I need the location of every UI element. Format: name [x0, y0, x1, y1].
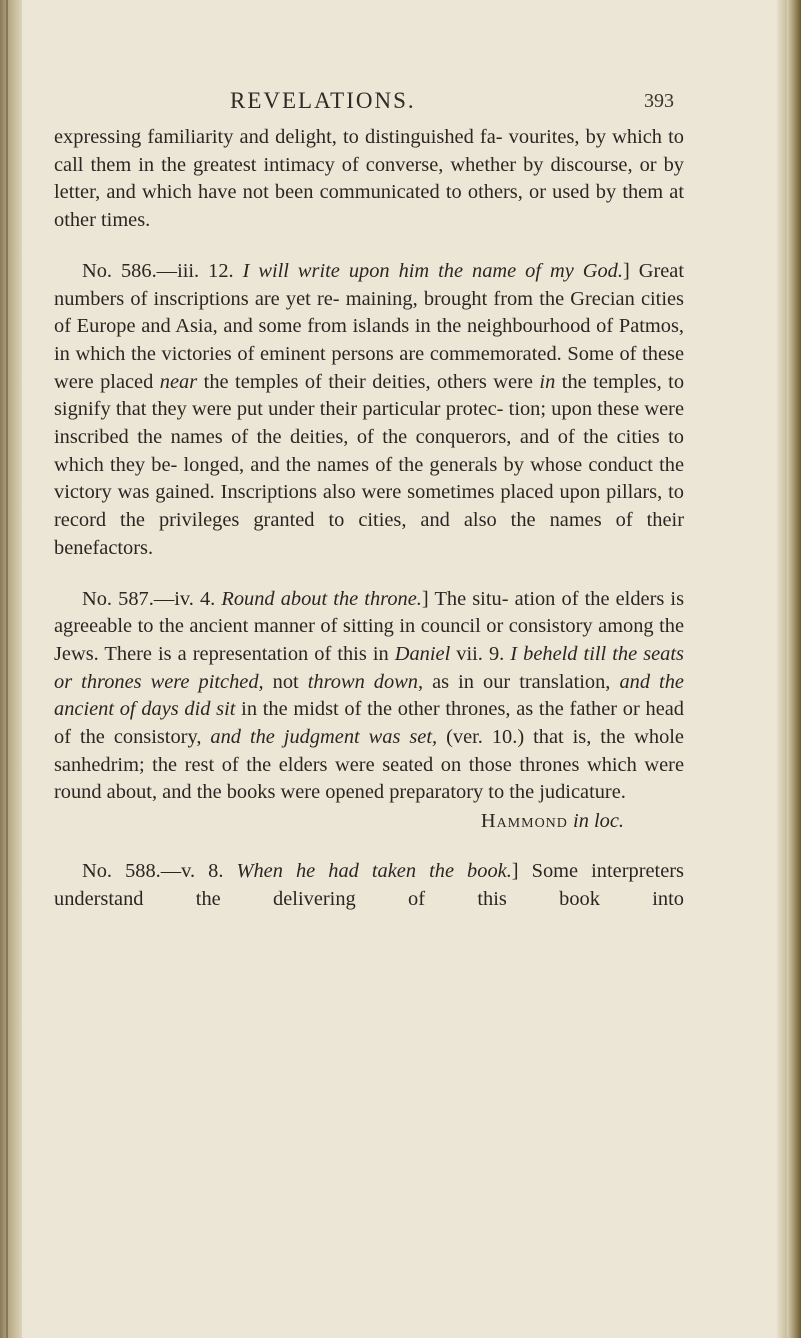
- page-edge-inner: [777, 0, 787, 1338]
- note-587-text-6: (ver. 10.) that is, the whole sanhedrim; the rest of the elders were seated on those thrones which were round about, and the books were opened preparatory to the judicature.: [54, 726, 684, 804]
- note-588: No. 588.—v. 8. When he had taken the book.] Some interpreters understand the delivering of this book into: [54, 860, 684, 910]
- note-588-lemma: When he had taken the book.: [236, 860, 512, 883]
- note-586-text-1: Great numbers of inscriptions are yet re- maining, brought from the Grecian cities of Europe and Asia, and some from islands in the neighbourhood of Patmos, in which the victories of eminent persons are commemorated. Some of these were placed: [54, 259, 685, 393]
- note-587-text-5: in the midst of the other thrones, as the father or head of the consistory,: [54, 698, 684, 749]
- note-587-attribution: [54, 807, 684, 835]
- binding-gutter: [0, 0, 22, 1338]
- note-587: No. 587.—iv. 4. Round about the throne.] The situ- ation of the elders is agreeable to the ancient manner of sitting in council or consistory among the Jews. There is a representation of this in Daniel vii. 9. I beheld till the seats or thrones were pitched, not thrown down, as in our translation, and the ancient of days did sit in the midst of the other thrones, as the father or head of the consistory, and the judgment was set, (ver. 10.) that is, the whole sanhedrim; the rest of the elders were seated on those thrones which were round about, and the books were opened preparatory to the judicature.: [54, 587, 685, 804]
- binding-shadow-line: [6, 0, 8, 1338]
- note-586-text-2: the temples of their deities, others were: [203, 370, 533, 393]
- note-587-quote-1: I beheld till the seats or thrones were pitched,: [54, 642, 684, 693]
- note-586-text-3: the temples, to signify that they were put under their particular protec- tion; upon these were inscribed the names of the deities, of the conquerors, and of the cities to which they be- longed, and the names of the generals by whose conduct the victory was gained. Inscriptions also were sometimes placed upon pillars, to record the privileges granted to cities, and also the names of their benefactors.: [54, 370, 685, 559]
- page-number: 393: [644, 90, 674, 112]
- note-587-daniel: Daniel: [394, 642, 451, 665]
- note-587-text-2: vii. 9.: [456, 642, 505, 665]
- note-586-emph-near: near: [159, 370, 198, 393]
- note-587-quote-4: and the judgment was set,: [210, 726, 438, 749]
- note-587-text-3: not: [272, 670, 299, 693]
- note-586-lemma: I will write upon him the name of my God.: [242, 259, 623, 282]
- book-page: [54, 88, 684, 914]
- note-587-lemma: Round about the throne.: [221, 587, 422, 610]
- note-587-ref: No. 587.—iv. 4.: [82, 587, 216, 610]
- note-586-ref: No. 586.—iii. 12.: [82, 259, 234, 282]
- note-587-quote-3: and the ancient of days did sit: [54, 670, 684, 721]
- page-edge-outer: [787, 0, 801, 1338]
- note-588-text-1: Some interpreters understand the delivering of this book into: [54, 860, 684, 910]
- note-586-emph-in: in: [539, 370, 556, 393]
- continuation-paragraph: expressing familiarity and delight, to distinguished fa- vourites, by which to call them in the greatest intimacy of converse, whether by discourse, or by letter, and which have not been communicated to others, or used by them at other times.: [54, 126, 684, 232]
- page-header: [54, 88, 684, 118]
- attribution-author: Hammond: [480, 810, 568, 833]
- note-587-text-4: as in our translation,: [432, 670, 611, 693]
- running-title: REVELATIONS.: [230, 88, 416, 113]
- note-588-ref: No. 588.—v. 8.: [82, 860, 224, 883]
- note-587-quote-2: thrown down,: [307, 670, 424, 693]
- attribution-location: in loc.: [573, 810, 624, 833]
- note-587-text-1: The situ- ation of the elders is agreeable to the ancient manner of sitting in council or consistory among the Jews. There is a representation of this in: [54, 587, 685, 665]
- note-586: No. 586.—iii. 12. I will write upon him the name of my God.] Great numbers of inscriptions are yet re- maining, brought from the Grecian cities of Europe and Asia, and some from islands in the neighbourhood of Patmos, in which the victories of eminent persons are commemorated. Some of these were placed near the temples of their deities, others were in the temples, to signify that they were put under their particular protec- tion; upon these were inscribed the names of the deities, of the conquerors, and of the cities to which they be- longed, and the names of the generals by whose conduct the victory was gained. Inscriptions also were sometimes placed upon pillars, to record the privileges granted to cities, and also the names of their benefactors.: [54, 259, 685, 559]
